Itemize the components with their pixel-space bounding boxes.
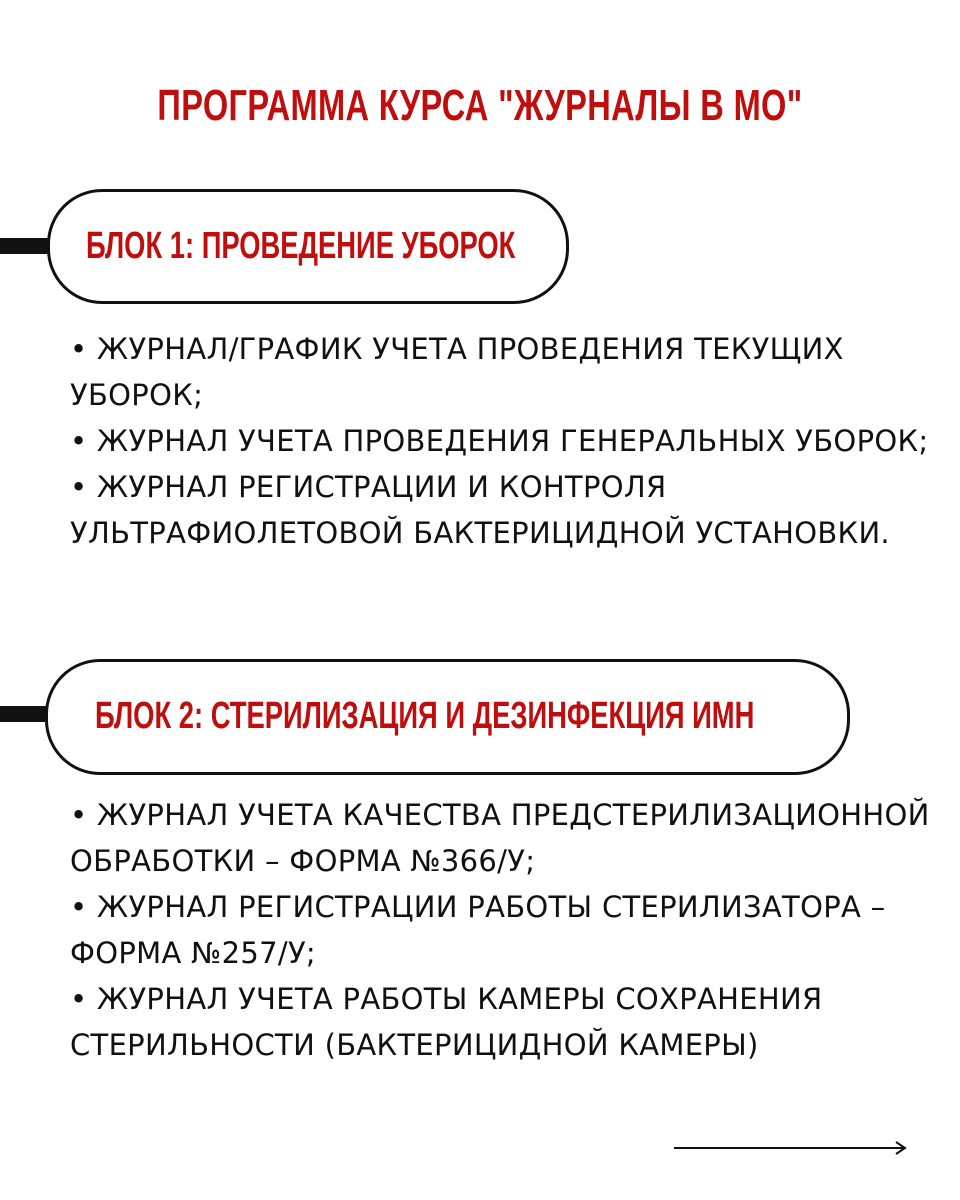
list-item: • ЖУРНАЛ РЕГИСТРАЦИИ И КОНТРОЛЯ УЛЬТРАФИОЛЕТОВОЙ БАКТЕРИЦИДНОЙ УСТАНОВКИ. (70, 470, 890, 550)
list-item: • ЖУРНАЛ УЧЕТА КАЧЕСТВА ПРЕДСТЕРИЛИЗАЦИОННОЙ ОБРАБОТКИ – ФОРМА №366/У; (70, 798, 930, 878)
block-1-items (70, 326, 940, 556)
list-item: • ЖУРНАЛ/ГРАФИК УЧЕТА ПРОВЕДЕНИЯ ТЕКУЩИХ УБОРОК; (70, 332, 844, 412)
list-item: • ЖУРНАЛ РЕГИСТРАЦИИ РАБОТЫ СТЕРИЛИЗАТОРА – ФОРМА №257/У; (70, 890, 886, 970)
block-2-items (70, 792, 940, 1068)
block-2-title: БЛОК 2: СТЕРИЛИЗАЦИЯ И ДЕЗИНФЕКЦИЯ ИМН (95, 695, 755, 737)
block-1-title: БЛОК 1: ПРОВЕДЕНИЕ УБОРОК (86, 225, 516, 267)
page-title: ПРОГРАММА КУРСА "ЖУРНАЛЫ В МО" (157, 81, 803, 130)
list-item: • ЖУРНАЛ УЧЕТА РАБОТЫ КАМЕРЫ СОХРАНЕНИЯ СТЕРИЛЬНОСТИ (БАКТЕРИЦИДНОЙ КАМЕРЫ) (70, 982, 823, 1062)
arrow-right-icon[interactable] (672, 1138, 912, 1158)
list-item: • ЖУРНАЛ УЧЕТА ПРОВЕДЕНИЯ ГЕНЕРАЛЬНЫХ УБОРОК; (70, 424, 929, 458)
